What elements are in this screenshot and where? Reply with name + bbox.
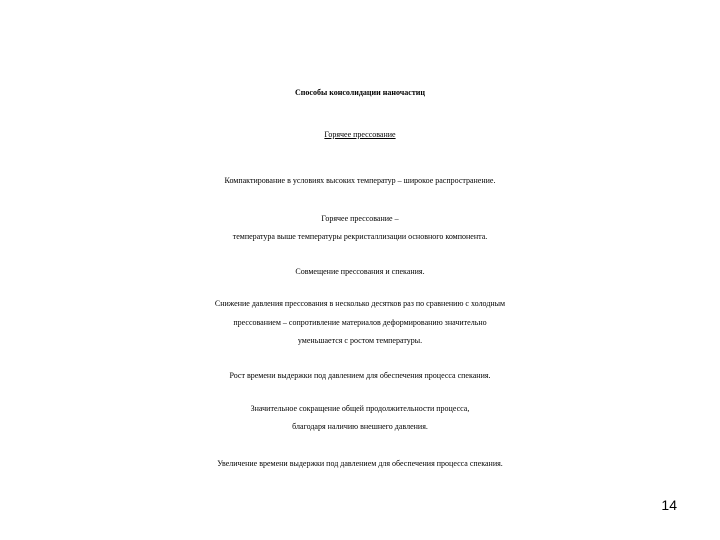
slide-subtitle: Горячее прессование (324, 130, 396, 139)
paragraph-hot-pressing-line1: Горячее прессование – (321, 214, 399, 223)
paragraph-pressure-reduction-line3: уменьшается с ростом температуры. (297, 336, 423, 345)
paragraph-holding-time-growth: Рост времени выдержки под давлением для обеспечения процесса спекания. (229, 371, 491, 380)
paragraph-combination: Совмещение прессования и спекания. (295, 267, 425, 276)
page-number: 14 (661, 497, 677, 513)
paragraph-compaction: Компактирование в условиях высоких температур – широкое распространение. (224, 176, 496, 185)
paragraph-hot-pressing-line2: температура выше температуры рекристаллизации основного компонента. (232, 232, 488, 241)
paragraph-duration-reduction-line2: благодаря наличию внешнего давления. (292, 422, 428, 431)
paragraph-pressure-reduction-line1: Снижение давления прессования в несколько десятков раз по сравнению с холодным (214, 299, 506, 308)
paragraph-duration-reduction-line1: Значительное сокращение общей продолжительности процесса, (250, 404, 470, 413)
paragraph-pressure-reduction-line2: прессованием – сопротивление материалов деформированию значительно (233, 318, 487, 327)
slide-title: Способы консолидации наночастиц (295, 88, 425, 97)
paragraph-holding-time-increase: Увеличение времени выдержки под давлением для обеспечения процесса спекания. (217, 459, 503, 468)
